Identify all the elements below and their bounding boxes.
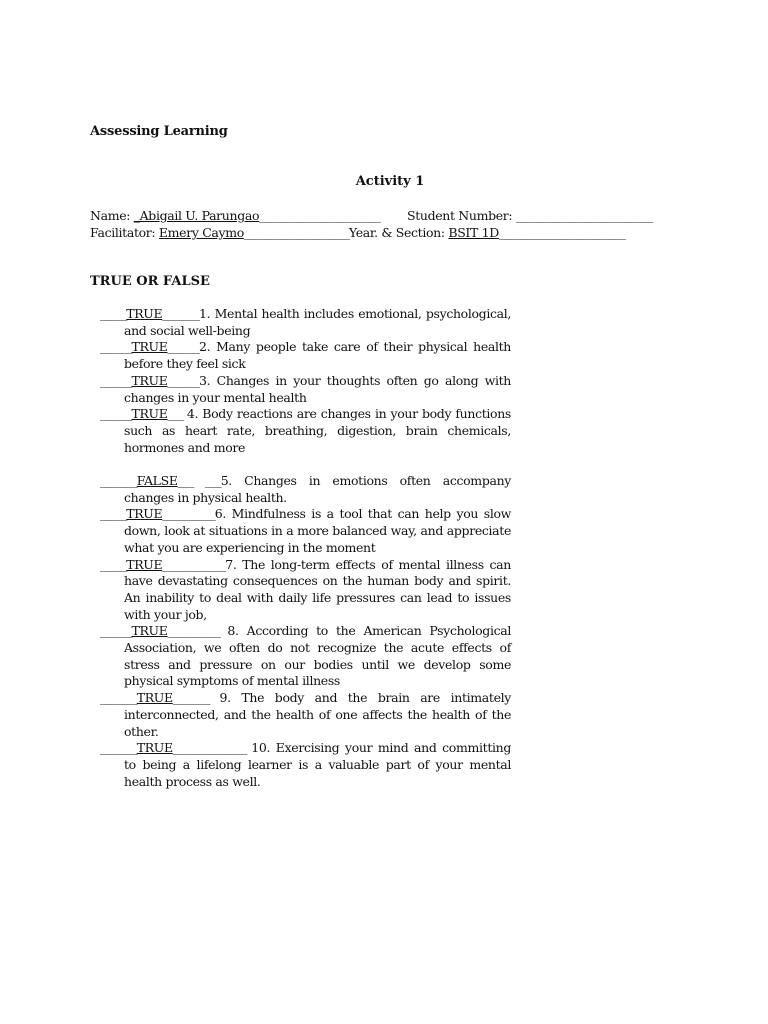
question-item-8 xyxy=(100,623,511,690)
answer-blank-pre: ______ xyxy=(100,339,132,355)
answer-blank-pre: _____ xyxy=(100,506,127,522)
student-number-field xyxy=(407,207,652,224)
facilitator-label: Facilitator: xyxy=(90,225,159,240)
question-item-2 xyxy=(100,339,511,372)
answer-value: TRUE xyxy=(136,690,173,706)
answer-value: TRUE xyxy=(131,406,168,422)
question-text: 6. Mindfulness is a tool that can help you slow down, look at situations in a more balanced way, and appreciate what you are experiencing in the moment xyxy=(124,506,511,555)
answer-blank-post: __________ xyxy=(167,623,228,639)
answer-value: TRUE xyxy=(131,623,168,639)
question-item-4 xyxy=(100,406,511,456)
section-title: TRUE OR FALSE xyxy=(90,274,210,289)
name-blank: _______________________ xyxy=(259,208,380,223)
info-row-facilitator xyxy=(90,224,625,241)
answer-blank-post: ______ xyxy=(167,339,200,355)
answer-value: TRUE xyxy=(126,506,163,522)
name-label: Name: xyxy=(90,208,134,223)
answer-blank-pre: _____ xyxy=(100,556,127,572)
question-list xyxy=(100,306,511,790)
answer-blank-post: ___ ___ xyxy=(177,473,221,489)
answer-value: TRUE xyxy=(126,556,163,572)
question-item-6 xyxy=(100,506,511,556)
question-text: 10. Exercising your mind and committing to being a lifelong learner is a valuable part of your mental health process as well. xyxy=(124,740,511,789)
question-text: 8. According to the American Psychological Association, we often do not recognize the acute effects of stress and pressure on our bodies until we develop some physical symptoms of mental illness xyxy=(124,623,511,689)
question-text: 7. The long-term effects of mental illness can have devastating consequences on the human body and spirit. An inability to deal with daily life pressures can lead to issues with your job, xyxy=(124,556,511,622)
year-section-label: Year. & Section: xyxy=(348,225,449,240)
facilitator-blank: ____________________ xyxy=(243,225,349,240)
question-item-1 xyxy=(100,306,511,339)
answer-blank-post: _______ xyxy=(172,690,220,706)
question-text: 9. The body and the brain are intimately interconnected, and the health of one affects the health of the other. xyxy=(124,690,511,739)
question-item-3 xyxy=(100,373,511,406)
question-text: 4. Body reactions are changes in your body functions such as heart rate, breathing, digestion, brain chemicals, hormones and more xyxy=(124,406,511,455)
student-info-block xyxy=(90,207,653,241)
question-text: 3. Changes in your thoughts often go along with changes in your mental health xyxy=(124,372,511,405)
answer-blank-post: _______ xyxy=(162,306,200,321)
year-section-blank: ________________________ xyxy=(498,225,625,240)
answer-blank-pre: ______ xyxy=(100,623,132,639)
answer-blank-post: ______ xyxy=(167,372,200,388)
answer-blank-pre: _____ xyxy=(100,306,127,321)
answer-blank-pre: _______ xyxy=(100,740,137,756)
answer-blank-pre: ______ xyxy=(100,372,132,388)
question-item-9 xyxy=(100,690,511,740)
answer-blank-post: __________ xyxy=(162,506,215,522)
question-item-10 xyxy=(100,740,511,790)
answer-blank-post: ______________ xyxy=(172,740,252,756)
answer-value: TRUE xyxy=(131,339,168,355)
activity-title: Activity 1 xyxy=(355,174,425,189)
answer-blank-post: ____________ xyxy=(162,556,226,572)
info-row-name xyxy=(90,207,653,224)
question-text: 1. Mental health includes emotional, psychological, and social well-being xyxy=(124,306,511,338)
answer-blank-pre: _______ xyxy=(100,473,137,489)
answer-blank-pre: _______ xyxy=(100,690,137,706)
answer-value: TRUE xyxy=(131,372,168,388)
answer-blank-post: ___ xyxy=(167,406,187,422)
question-item-5 xyxy=(100,473,511,506)
student-number-label: Student Number: xyxy=(407,208,516,223)
year-section-value: BSIT 1D xyxy=(448,225,499,240)
answer-value: TRUE xyxy=(136,740,173,756)
question-text: 2. Many people take care of their physical health before they feel sick xyxy=(124,339,511,372)
facilitator-value: Emery Caymo xyxy=(158,225,244,240)
document-heading: Assessing Learning xyxy=(90,124,228,139)
name-value: _Abigail U. Parungao xyxy=(133,208,260,223)
answer-blank-pre: ______ xyxy=(100,406,132,422)
answer-value: TRUE xyxy=(126,306,163,321)
question-item-7 xyxy=(100,557,511,624)
answer-value: FALSE xyxy=(136,473,178,489)
student-number-value: __________________________ xyxy=(515,208,653,223)
question-text: 5. Changes in emotions often accompany changes in physical health. xyxy=(124,473,511,505)
